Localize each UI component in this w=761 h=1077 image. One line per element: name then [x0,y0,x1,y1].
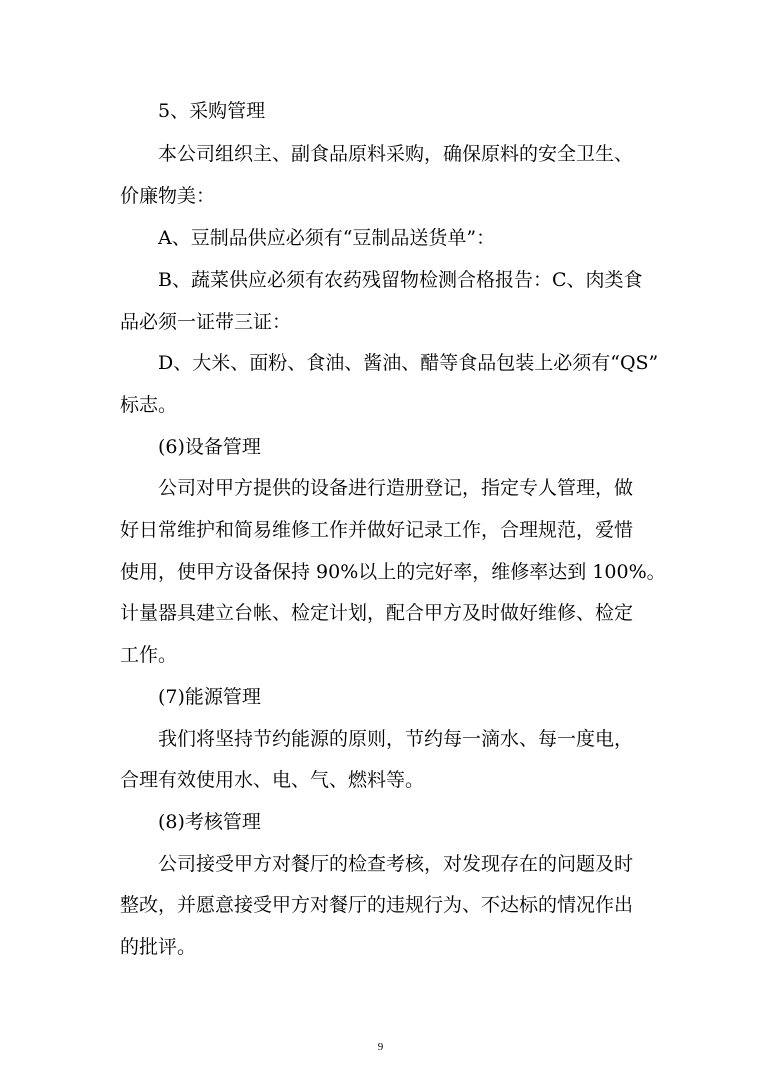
heading-equipment: (6)设备管理 [158,436,261,458]
paragraph-line: 价廉物美： [120,185,216,207]
paragraph-line: 我们将坚持节约能源的原则，节约每一滴水、每一度电， [158,728,634,750]
paragraph-line: 标志。 [120,394,178,416]
paragraph-line: 整改，并愿意接受甲方对餐厅的违规行为、不达标的情况作出 [120,894,634,916]
paragraph-line: 工作。 [120,644,178,666]
paragraph-line: 使用，使甲方设备保持 90%以上的完好率，维修率达到 100%。 [120,561,666,583]
paragraph-line: 公司对甲方提供的设备进行造册登记，指定专人管理，做 [158,477,634,499]
heading-assessment: (8)考核管理 [158,811,261,833]
paragraph-line: 计量器具建立台帐、检定计划，配合甲方及时做好维修、检定 [120,602,634,624]
paragraph-line: 公司接受甲方对餐厅的检查考核，对发现存在的问题及时 [158,853,634,875]
list-item-b: B、蔬菜供应必须有农药残留物检测合格报告：C、肉类食 [158,269,643,291]
list-item-d: D、大米、面粉、食油、酱油、醋等食品包装上必须有“QS” [158,352,659,374]
paragraph-line: 的批评。 [120,936,197,958]
list-item-a: A、豆制品供应必须有“豆制品送货单”： [158,227,496,249]
paragraph-line: 合理有效使用水、电、气、燃料等。 [120,769,425,791]
heading-procurement: 5、采购管理 [158,100,266,122]
page-number: 9 [377,1041,384,1053]
paragraph-line: 本公司组织主、副食品原料采购，确保原料的安全卫生、 [158,143,634,165]
paragraph-line: 品必须一证带三证： [120,311,292,333]
paragraph-line: 好日常维护和简易维修工作并做好记录工作，合理规范，爱惜 [120,519,634,541]
heading-energy: (7)能源管理 [158,686,261,708]
